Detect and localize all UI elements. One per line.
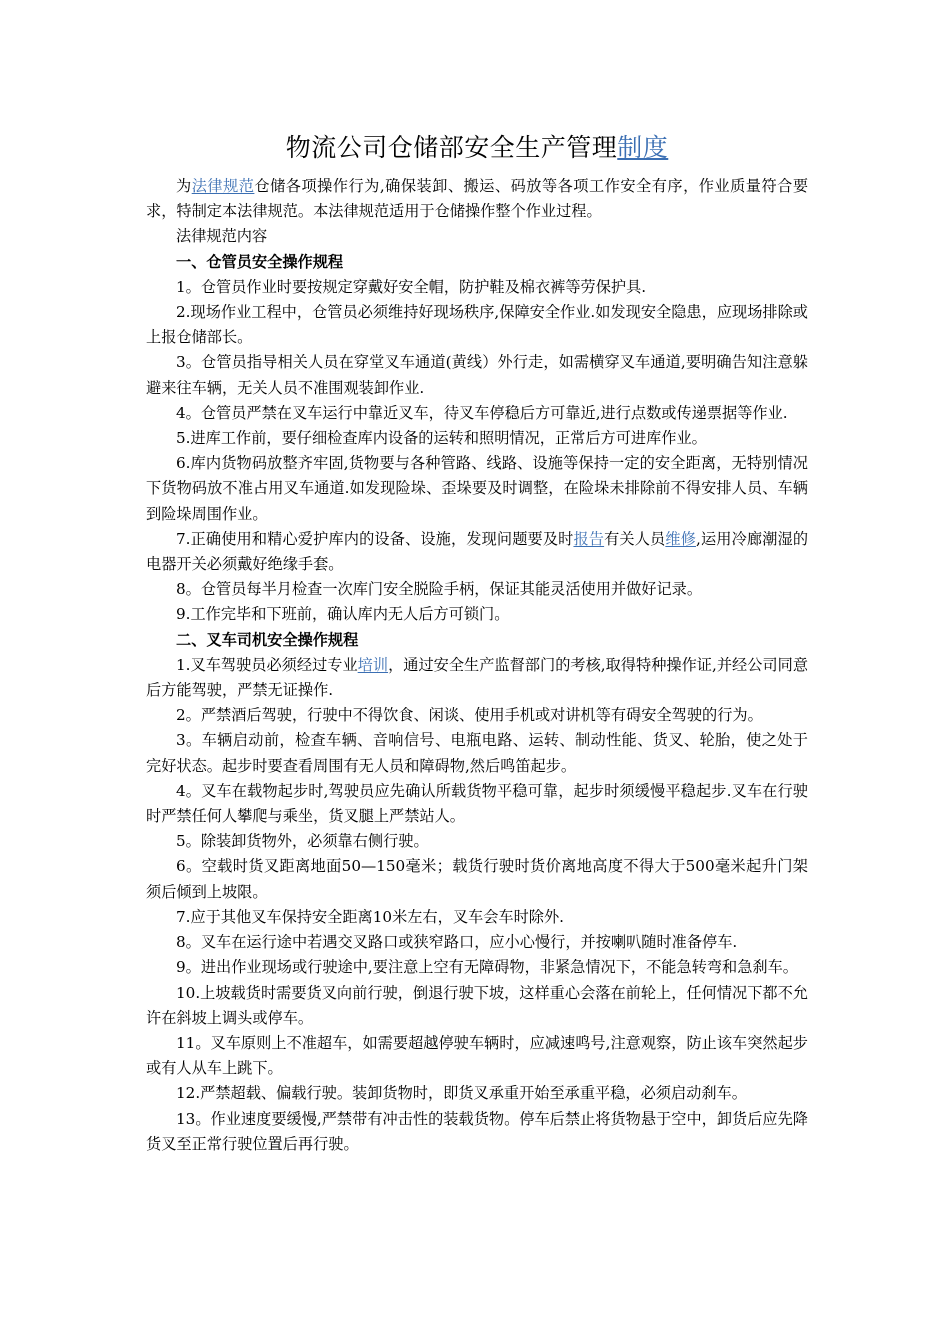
text-run: 5.进库工作前，要仔细检查库内设备的运转和照明情况，正常后方可进库作业。 xyxy=(176,429,707,448)
text-run: 9。进出作业现场或行驶途中,要注意上空有无障碍物，非紧急情况下，不能急转弯和急刹车。 xyxy=(176,958,798,977)
text-run: 2.现场作业工程中，仓管员必须维持好现场秩序,保障安全作业.如发现安全隐患，应现场排除或上报仓储部长。 xyxy=(146,303,808,347)
paragraph xyxy=(146,854,808,904)
text-run: 8。仓管员每半月检查一次库门安全脱险手柄，保证其能灵活使用并做好记录。 xyxy=(176,580,703,599)
text-run: 物流公司仓储部安全生产管理 xyxy=(285,133,618,162)
paragraph xyxy=(146,1081,808,1106)
text-run: 4。叉车在载物起步时,驾驶员应先确认所载货物平稳可靠，起步时须缓慢平稳起步.叉车在行驶时严禁任何人攀爬与乘坐，货叉腿上严禁站人。 xyxy=(146,781,808,826)
inline-link[interactable]: 培训 xyxy=(357,655,389,674)
paragraph xyxy=(146,224,808,249)
paragraph xyxy=(146,300,808,350)
paragraph xyxy=(146,174,808,224)
text-run: 二、叉车司机安全操作规程 xyxy=(176,630,359,649)
paragraph xyxy=(146,451,808,527)
paragraph xyxy=(146,426,808,451)
paragraph xyxy=(146,1107,808,1157)
paragraph xyxy=(146,602,808,627)
document-body xyxy=(146,174,808,1157)
text-run: 1。仓管员作业时要按规定穿戴好安全帽，防护鞋及棉衣裤等劳保护具. xyxy=(176,277,647,296)
text-run: 2。严禁酒后驾驶，行驶中不得饮食、闲谈、使用手机或对讲机等有碍安全驾驶的行为。 xyxy=(176,706,763,725)
paragraph xyxy=(146,829,808,854)
inline-link[interactable]: 制度 xyxy=(617,133,669,162)
paragraph xyxy=(146,955,808,980)
text-run: ,运用冷廊潮湿的电器开关必须戴好绝缘手套。 xyxy=(146,529,809,574)
paragraph xyxy=(146,350,808,400)
text-run: 5。除装卸货物外，必须靠右侧行驶。 xyxy=(176,832,429,851)
text-run: 9.工作完毕和下班前，确认库内无人后方可锁门。 xyxy=(176,605,510,624)
text-run: 6.库内货物码放整齐牢固,货物要与各种管路、线路、设施等保持一定的安全距离，无特别情况下货物码放不准占用叉车通道.如发现险垛、歪垛要及时调整，在险垛未排除前不得安排人员、车辆到险垛周围作业。 xyxy=(146,454,808,523)
text-run: 6。空载时货叉距离地面50—150毫米；载货行驶时货价离地高度不得大于500毫米起升门架须后倾到上坡限。 xyxy=(146,857,808,901)
paragraph xyxy=(146,527,808,577)
document-title xyxy=(146,128,808,168)
inline-link[interactable]: 报告 xyxy=(573,529,605,548)
text-run: 1.叉车驾驶员必须经过专业 xyxy=(176,655,358,674)
text-run: 有关人员 xyxy=(604,529,666,548)
text-run: 4。仓管员严禁在叉车运行中靠近叉车，待叉车停稳后方可靠近,进行点数或传递票据等作业. xyxy=(176,403,788,422)
text-run: 仓储各项操作行为,确保装卸、搬运、码放等各项工作安全有序，作业质量符合要求，特制定本法律规范。本法律规范适用于仓储操作整个作业过程。 xyxy=(146,177,809,221)
inline-link[interactable]: 法律规范 xyxy=(191,177,255,195)
paragraph xyxy=(146,275,808,300)
text-run: 10.上坡载货时需要货叉向前行驶，倒退行驶下坡，这样重心会落在前轮上，任何情况下都不允许在斜坡上调头或停车。 xyxy=(146,983,808,1027)
paragraph xyxy=(146,401,808,426)
paragraph xyxy=(146,779,808,829)
text-run: 法律规范内容 xyxy=(176,227,268,246)
text-run: ，通过安全生产监督部门的考核,取得特种操作证,并经公司同意后方能驾驶，严禁无证操作. xyxy=(146,655,809,700)
text-run: 7.应于其他叉车保持安全距离10米左右，叉车会车时除外. xyxy=(176,907,564,926)
paragraph xyxy=(146,703,808,728)
paragraph xyxy=(146,930,808,955)
text-run: 为 xyxy=(176,177,192,195)
text-run: 13。作业速度要缓慢,严禁带有冲击性的装载货物。停车后禁止将货物悬于空中，卸货后应先降货叉至正常行驶位置后再行驶。 xyxy=(146,1109,808,1153)
paragraph xyxy=(146,981,808,1031)
section-heading xyxy=(146,250,808,275)
document-page xyxy=(146,128,808,1157)
section-heading xyxy=(146,628,808,653)
text-run: 8。叉车在运行途中若遇交叉路口或狭窄路口，应小心慢行，并按喇叭随时准备停车. xyxy=(176,933,738,952)
text-run: 一、仓管员安全操作规程 xyxy=(176,252,344,271)
paragraph xyxy=(146,1031,808,1081)
text-run: 11。叉车原则上不准超车，如需要超越停驶车辆时，应减速鸣号,注意观察，防止该车突然起步或有人从车上跳下。 xyxy=(146,1033,808,1078)
text-run: 3。车辆启动前，检查车辆、音响信号、电瓶电路、运转、制动性能、货叉、轮胎，使之处于完好状态。起步时要查看周围有无人员和障碍物,然后鸣笛起步。 xyxy=(146,731,808,775)
text-run: 3。仓管员指导相关人员在穿堂叉车通道(黄线）外行走，如需横穿叉车通道,要明确告知注意躲避来往车辆，无关人员不准围观装卸作业. xyxy=(146,353,808,397)
paragraph xyxy=(146,905,808,930)
paragraph xyxy=(146,577,808,602)
text-run: 12.严禁超载、偏载行驶。装卸货物时，即货叉承重开始至承重平稳，必须启动刹车。 xyxy=(176,1084,747,1103)
paragraph xyxy=(146,653,808,703)
inline-link[interactable]: 维修 xyxy=(665,529,697,548)
text-run: 7.正确使用和精心爱护库内的设备、设施，发现问题要及时 xyxy=(176,529,574,548)
paragraph xyxy=(146,728,808,778)
